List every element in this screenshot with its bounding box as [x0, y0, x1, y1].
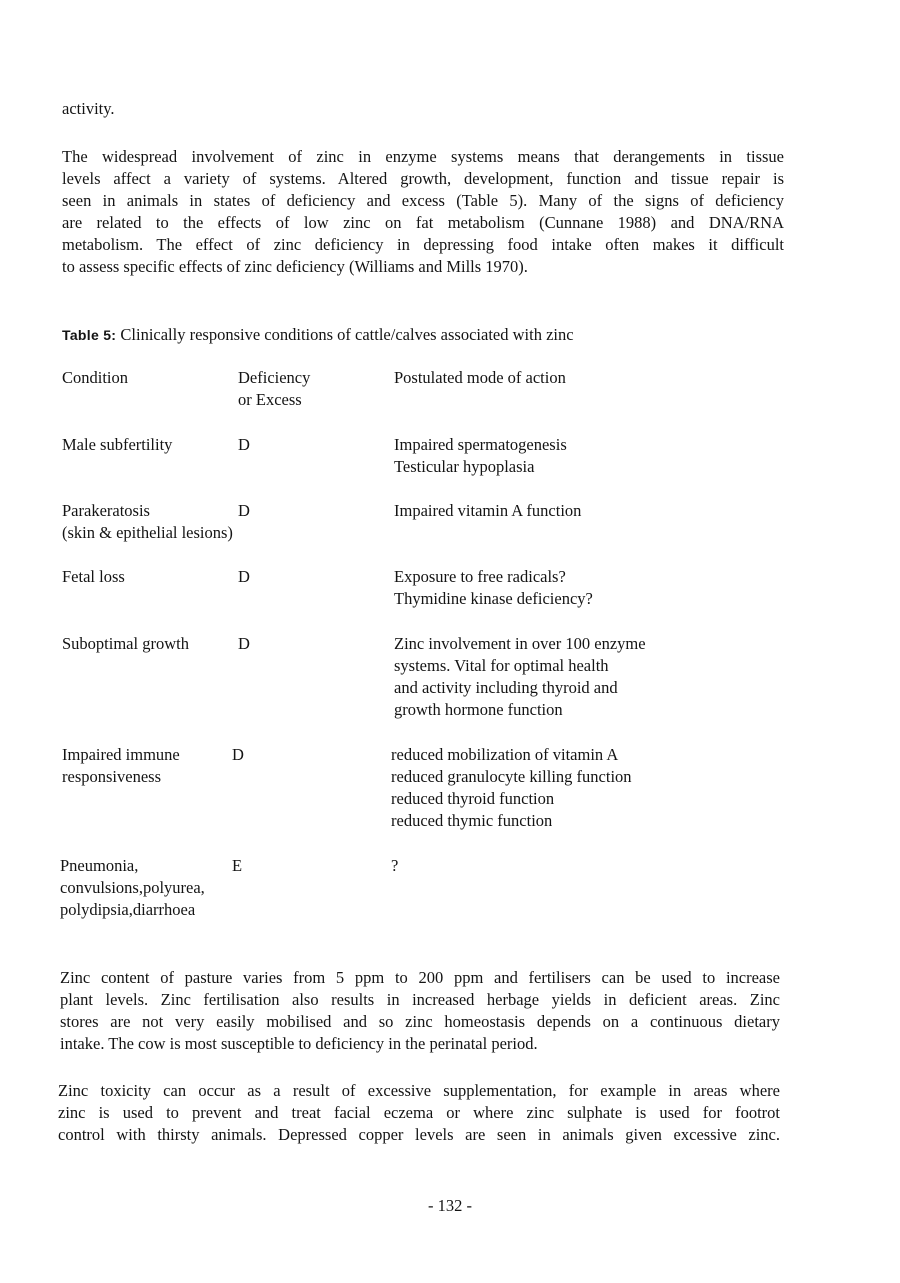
text-line: plant levels. Zinc fertilisation also results in increased herbage yields in deficient areas. Zinc [60, 990, 780, 1009]
header-text: Deficiency [238, 368, 311, 387]
paragraph-zinc-pasture [60, 967, 780, 1055]
row-deficiency-excess [238, 633, 250, 655]
cell-text: reduced thyroid function [391, 789, 555, 808]
header-mode-of-action [394, 367, 566, 389]
text-line: control with thirsty animals. Depressed copper levels are seen in animals given excessive zinc. [58, 1125, 780, 1144]
text-line: Zinc toxicity can occur as a result of excessive supplementation, for example in areas where [58, 1081, 780, 1100]
cell-text: D [238, 435, 250, 454]
cell-text: and activity including thyroid and [394, 678, 618, 697]
text-line: zinc is used to prevent and treat facial eczema or where zinc sulphate is used for footrot [58, 1103, 780, 1122]
cell-text: Fetal loss [62, 567, 125, 586]
table-caption-label: Table 5: [62, 327, 117, 343]
row-condition [62, 744, 180, 788]
cell-text: reduced granulocyte killing function [391, 767, 632, 786]
header-deficiency-excess [238, 367, 310, 411]
cell-text: D [232, 745, 244, 764]
cell-text: reduced thymic function [391, 811, 553, 830]
cell-text: D [238, 567, 250, 586]
text-line: intake. The cow is most susceptible to deficiency in the perinatal period. [60, 1034, 538, 1053]
row-condition [60, 855, 205, 921]
row-deficiency-excess [238, 566, 250, 588]
row-condition [62, 633, 189, 655]
row-mode-of-action [391, 855, 398, 877]
cell-text: Exposure to free radicals? [394, 567, 566, 586]
row-deficiency-excess [238, 500, 250, 522]
text-line: metabolism. The effect of zinc deficiency in depressing food intake often makes it difficult [62, 235, 784, 254]
cell-text: Suboptimal growth [62, 634, 189, 653]
cell-text: D [238, 634, 250, 653]
cell-text: responsiveness [62, 767, 161, 786]
text-line: to assess specific effects of zinc deficiency (Williams and Mills 1970). [62, 257, 528, 276]
cell-text: E [232, 856, 243, 875]
cell-text: D [238, 501, 250, 520]
header-text: or Excess [238, 390, 302, 409]
cell-text: (skin & epithelial lesions) [62, 523, 233, 542]
cell-text: Parakeratosis [62, 501, 150, 520]
row-deficiency-excess [232, 855, 242, 877]
cell-text: Zinc involvement in over 100 enzyme [394, 634, 646, 653]
row-deficiency-excess [232, 744, 244, 766]
row-mode-of-action [394, 434, 567, 478]
table-caption [62, 324, 574, 346]
paragraph-zinc-toxicity [58, 1080, 780, 1146]
paragraph-zinc-enzymes [62, 146, 784, 278]
page-number: - 132 - [428, 1196, 472, 1215]
cell-text: reduced mobilization of vitamin A [391, 745, 619, 764]
text-line: The widespread involvement of zinc in enzyme systems means that derangements in tissue [62, 147, 784, 166]
row-condition [62, 566, 125, 588]
cell-text: Male subfertility [62, 435, 173, 454]
cell-text: Thymidine kinase deficiency? [394, 589, 593, 608]
cell-text: Impaired vitamin A function [394, 501, 582, 520]
text-line: levels affect a variety of systems. Altered growth, development, function and tissue repair is [62, 169, 784, 188]
row-condition [62, 434, 172, 456]
row-deficiency-excess [238, 434, 250, 456]
text-line: are related to the effects of low zinc on fat metabolism (Cunnane 1988) and DNA/RNA [62, 213, 784, 232]
row-mode-of-action [394, 566, 593, 610]
cell-text: Impaired immune [62, 745, 180, 764]
header-text: Condition [62, 368, 129, 387]
row-mode-of-action [391, 744, 632, 832]
text-line: seen in animals in states of deficiency and excess (Table 5). Many of the signs of deficiency [62, 191, 784, 210]
table-caption-text: Clinically responsive conditions of cattle/calves associated with zinc [120, 325, 574, 344]
cell-text: polydipsia,diarrhoea [60, 900, 196, 919]
text-line: Zinc content of pasture varies from 5 ppm to 200 ppm and fertilisers can be used to increase [60, 968, 780, 987]
cell-text: Impaired spermatogenesis [394, 435, 567, 454]
text-line: stores are not very easily mobilised and so zinc homeostasis depends on a continuous dietary [60, 1012, 780, 1031]
intro-fragment: activity. [62, 99, 115, 118]
cell-text: Pneumonia, [60, 856, 139, 875]
row-condition [62, 500, 233, 544]
cell-text: Testicular hypoplasia [394, 457, 535, 476]
row-mode-of-action [394, 633, 646, 721]
cell-text: systems. Vital for optimal health [394, 656, 609, 675]
cell-text: growth hormone function [394, 700, 563, 719]
cell-text: ? [391, 856, 399, 875]
row-mode-of-action [394, 500, 581, 522]
header-text: Postulated mode of action [394, 368, 566, 387]
cell-text: convulsions,polyurea, [60, 878, 205, 897]
header-condition [62, 367, 128, 389]
